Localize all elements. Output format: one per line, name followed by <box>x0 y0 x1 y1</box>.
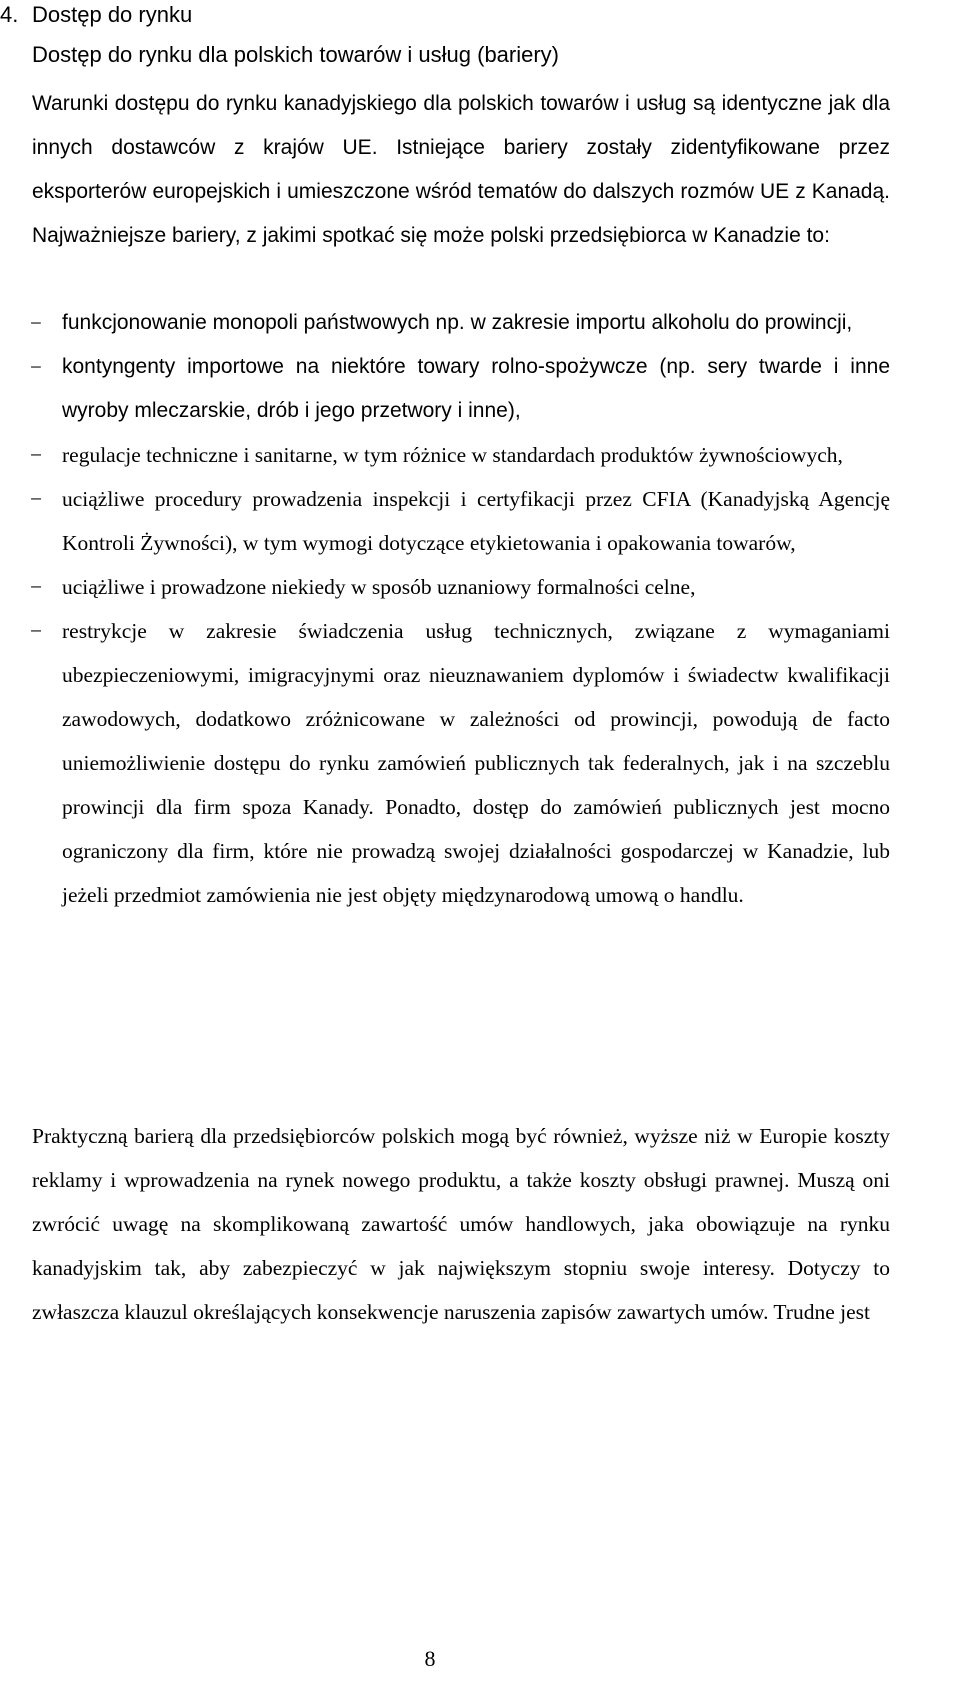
dash-bullet: − <box>30 443 43 467</box>
section-title: Dostęp do rynku <box>32 2 193 27</box>
barriers-list <box>0 301 890 917</box>
dash-bullet: − <box>30 355 42 379</box>
dash-bullet: − <box>30 619 43 643</box>
closing-paragraph: Praktyczną barierą dla przedsiębiorców polskich mogą być również, wyższe niż w Europie koszty reklamy i wprowadzenia na rynek nowego produktu, a także koszty obsługi prawnej. Muszą oni zwrócić uwagę na skomplikowaną zawartość umów handlowych, jaka obowiązuje na rynku kanadyjskim tak, aby zabezpieczyć w jak największym stopniu swoje interesy. Dotyczy to zwłaszcza klauzul określających konsekwencje naruszenia zapisów zawartych umów. Trudne jest <box>32 1124 890 1324</box>
list-item <box>0 433 890 477</box>
page-number: 8 <box>424 1646 436 1671</box>
dash-bullet: − <box>30 575 43 599</box>
list-item-text: kontyngenty importowe na niektóre towary rolno-spożywcze (np. sery twarde i inne wyroby mleczarskie, drób i jego przetwory i inne), <box>62 355 890 422</box>
intro-paragraph: Warunki dostępu do rynku kanadyjskiego dla polskich towarów i usług są identyczne jak dla innych dostawców z krajów UE. Istniejące bariery zostały zidentyfikowane przez eksporterów europejskich i umieszczone wśród tematów do dalszych rozmów UE z Kanadą. Najważniejsze bariery, z jakimi spotkać się może polski przedsiębiorca w Kanadzie to: <box>32 92 890 247</box>
section-heading <box>0 0 192 30</box>
dash-bullet: − <box>30 311 42 335</box>
list-item-text: uciążliwe procedury prowadzenia inspekcji i certyfikacji przez CFIA (Kanadyjską Agencję Kontroli Żywności), w tym wymogi dotyczące etykietowania i opakowania towarów, <box>62 487 890 555</box>
list-item-text: funkcjonowanie monopoli państwowych np. w zakresie importu alkoholu do prowincji, <box>62 311 853 334</box>
list-item <box>0 609 890 917</box>
list-item-text: restrykcje w zakresie świadczenia usług technicznych, związane z wymaganiami ubezpieczeniowymi, imigracyjnymi oraz nieuznawaniem dyplomów i świadectw kwalifikacji zawodowych, dodatkowo zróżnicowane w zależności od prowincji, powodują de facto uniemożliwienie dostępu do rynku zamówień publicznych tak federalnych, jak i na szczeblu prowincji dla firm spoza Kanady. Ponadto, dostęp do zamówień publicznych jest mocno ograniczony dla firm, które nie prowadzą swojej działalności gospodarczej w Kanadzie, lub jeżeli przedmiot zamówienia nie jest objęty międzynarodową umową o handlu. <box>62 619 890 907</box>
dash-bullet: − <box>30 487 43 511</box>
section-number: 4. <box>0 2 19 27</box>
list-item <box>0 477 890 565</box>
list-item-text: regulacje techniczne i sanitarne, w tym różnice w standardach produktów żywnościowych, <box>62 443 843 467</box>
list-item-text: uciążliwe i prowadzone niekiedy w sposób uznaniowy formalności celne, <box>62 575 696 599</box>
list-item <box>0 301 890 345</box>
list-item <box>0 565 890 609</box>
subheading: Dostęp do rynku dla polskich towarów i usług (bariery) <box>32 42 560 67</box>
list-item <box>0 345 890 433</box>
